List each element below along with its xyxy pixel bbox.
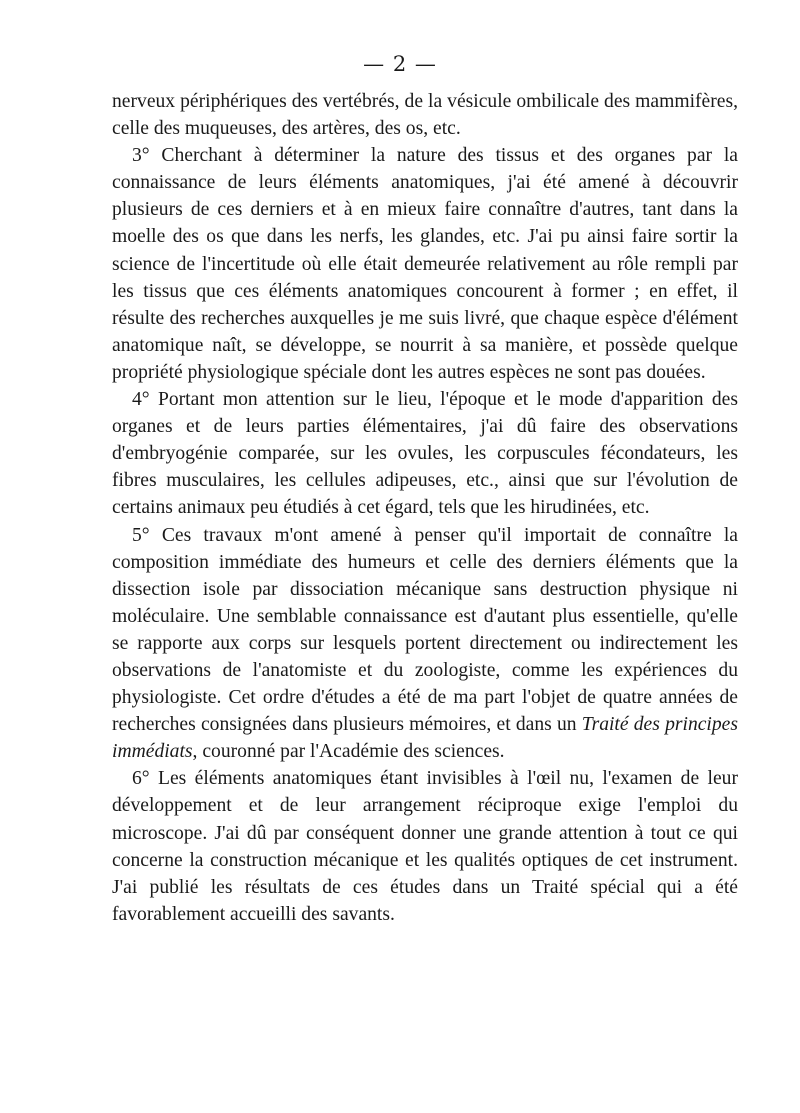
paragraph-5-text-after: , couronné par l'Académie des sciences. <box>192 741 505 763</box>
paragraph-5 <box>112 522 738 766</box>
paragraph-5-text-before: 5° Ces travaux m'ont amené à penser qu'il importait de connaître la composition immédiate des humeurs et celle des derniers éléments que la dissection isole par dissociation mécanique sans destruction physique ni moléculaire. Une semblable connaissance est d'autant plus essentielle, qu'elle se rapporte aux corps sur lesquels portent directement ou indirectement les observations de l'anatomiste et du zoologiste, comme les expériences du physiologiste. Cet ordre d'études a été de ma part l'objet de quatre années de recherches consignées dans plusieurs mémoires, et dans un <box>112 524 738 736</box>
page-number: — 2 — <box>363 52 437 76</box>
paragraph-continued: nerveux périphériques des vertébrés, de la vésicule ombilicale des mammifères, celle des muqueuses, des artères, des os, etc. <box>112 91 738 140</box>
treatise-title: Traité des principes immédiats <box>112 714 738 763</box>
paragraph-3: 3° Cherchant à déterminer la nature des tissus et des organes par la connaissance de leurs éléments anatomiques, j'ai été amené à découvrir plusieurs de ces derniers et à en mieux faire connaître d'autres, tant dans la moelle des os que dans les nerfs, les glandes, etc. J'ai pu ainsi faire sortir la science de l'incertitude où elle était demeurée relativement au rôle rempli par les tissus que ces éléments anatomiques concourent à former ; en effet, il résulte des recherches auxquelles je me suis livré, que chaque espèce d'élément anatomique naît, se développe, se nourrit à sa manière, et possède quelque propriété physiologique spéciale dont les autres espèces ne sont pas douées. <box>112 145 738 383</box>
body-text <box>112 88 738 928</box>
paragraph-4: 4° Portant mon attention sur le lieu, l'époque et le mode d'apparition des organes et de leurs parties élémentaires, j'ai dû faire des observations d'embryogénie comparée, sur les ovules, les corpuscules fécondateurs, les fibres musculaires, les cellules adipeuses, etc., ainsi que sur l'évolution de certains animaux peu étudiés à cet égard, tels que les hirudinées, etc. <box>112 389 738 519</box>
paragraph-6: 6° Les éléments anatomiques étant invisibles à l'œil nu, l'examen de leur développement et de leur arrangement réciproque exige l'emploi du microscope. J'ai dû par conséquent donner une grande attention à tout ce qui concerne la construction mécanique et les qualités optiques de cet instrument. J'ai publié les résultats de ces études dans un Traité spécial qui a été favorablement accueilli des savants. <box>112 768 738 925</box>
